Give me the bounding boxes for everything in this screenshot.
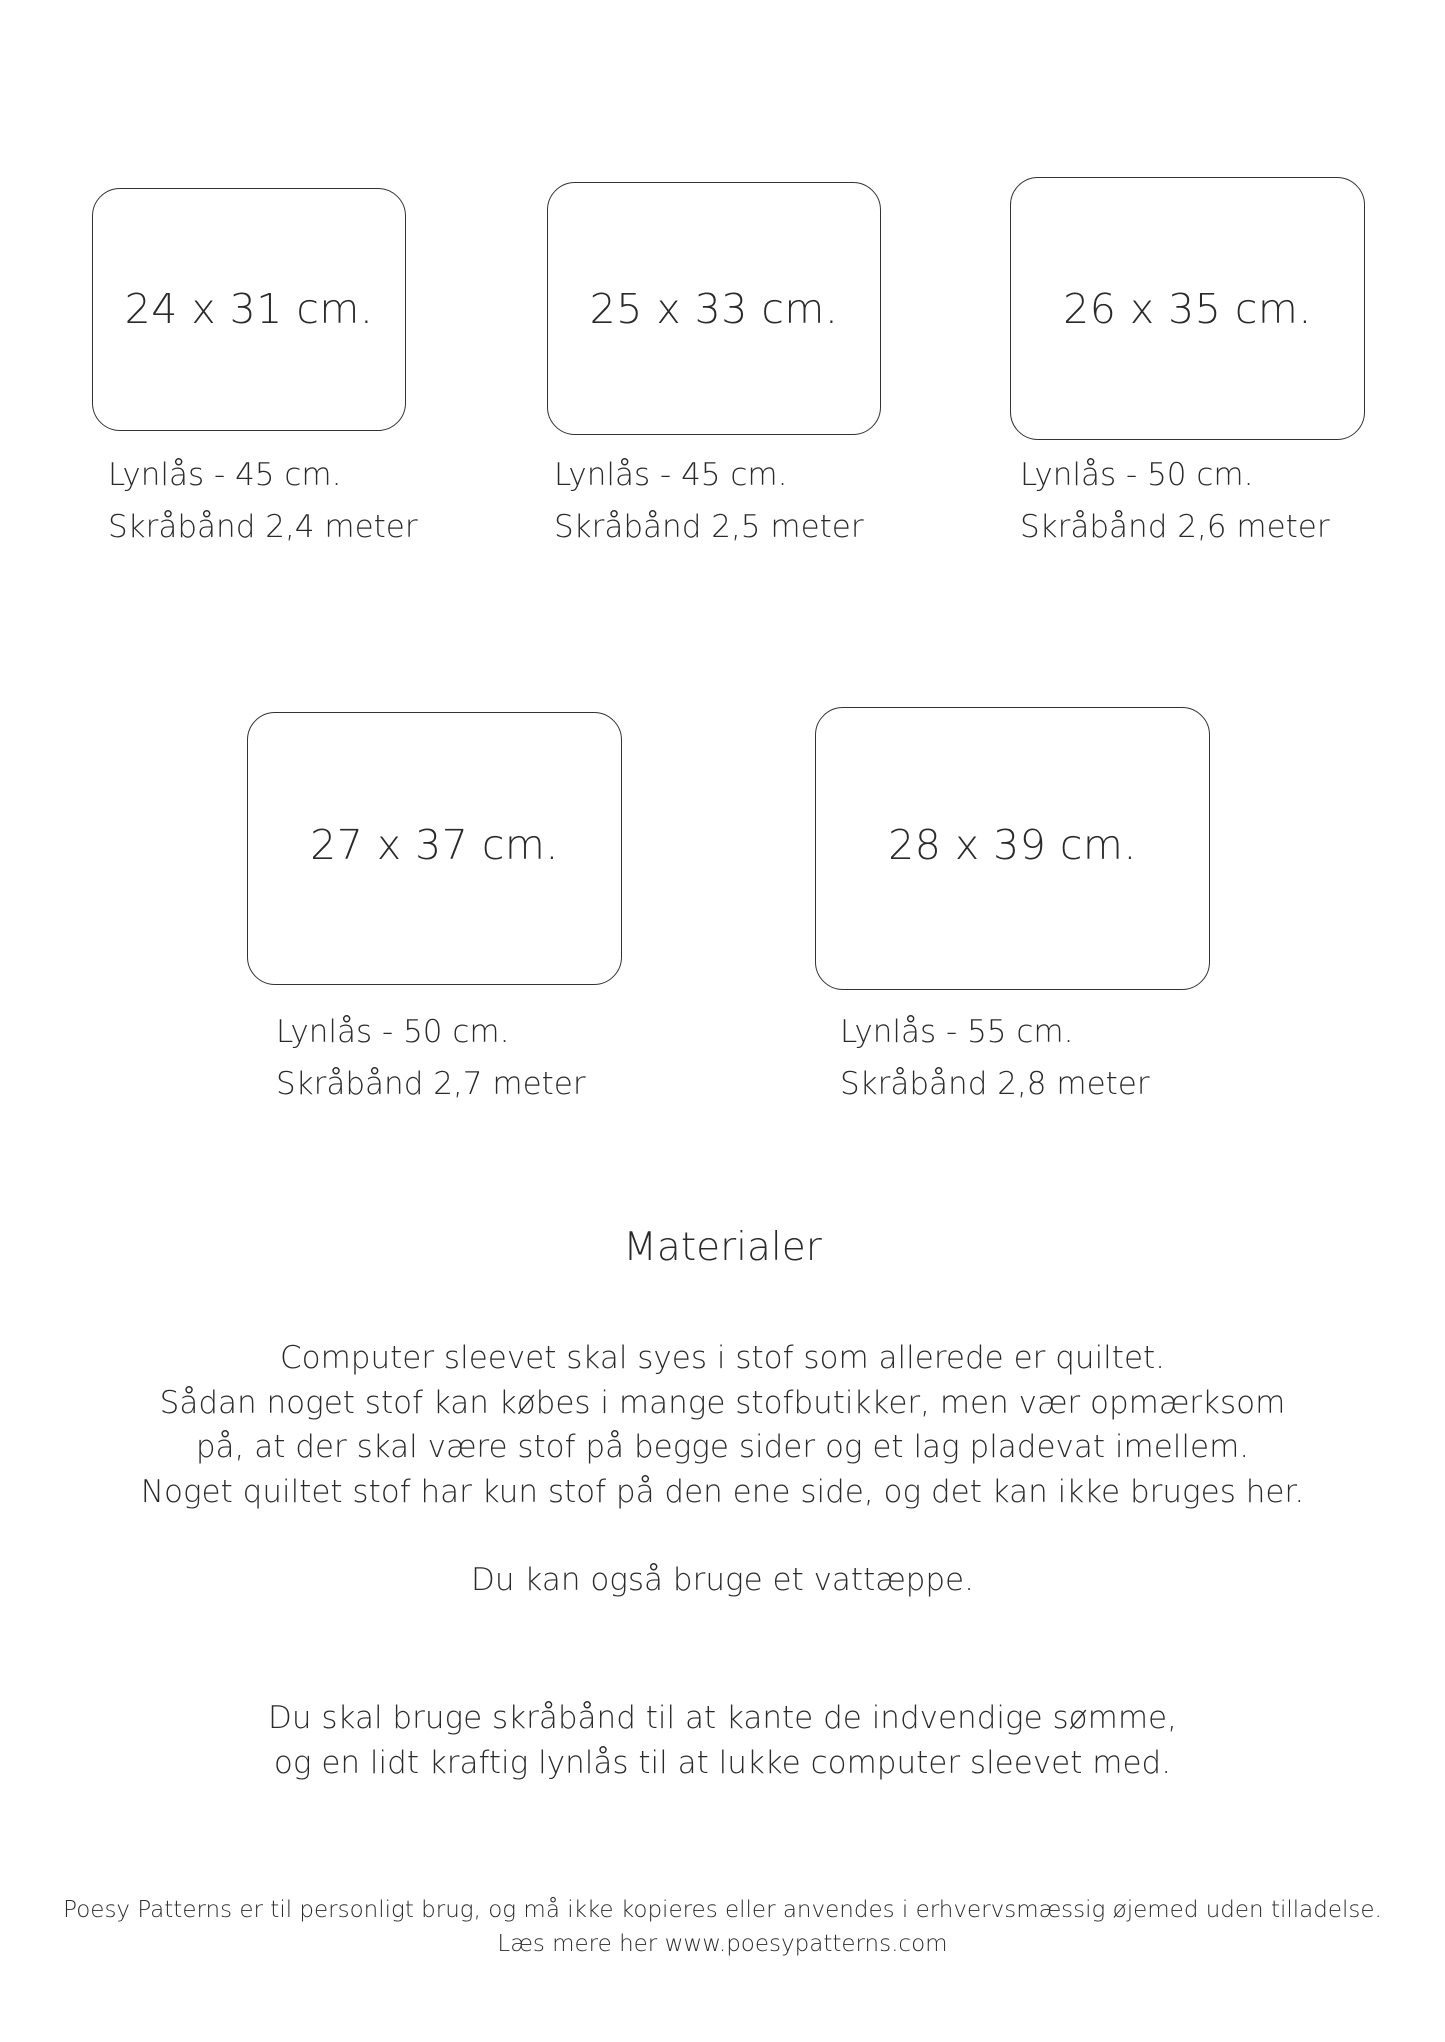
bias-tape-length: Skråbånd 2,4 meter [108,509,418,545]
zipper-length: Lynlås - 45 cm. [108,457,342,493]
materials-paragraph-2 [0,1558,1445,1603]
materials-heading: Materialer [623,1225,822,1270]
paragraph-line: og en lidt kraftig lynlås til at lukke computer sleevet med. [273,1744,1172,1781]
zipper-length: Lynlås - 55 cm. [840,1014,1074,1050]
size-dimension-label: 24 x 31 cm. [124,285,374,333]
paragraph-line: på, at der skal være stof på begge sider og et lag pladevat imellem. [195,1429,1250,1465]
materials-paragraph-1 [0,1336,1445,1514]
size-box-24x31 [92,188,406,431]
size-dimension-label: 28 x 39 cm. [888,821,1137,869]
paragraph-line: Sådan noget stof kan købes i mange stofbutikker, men vær opmærksom [159,1384,1286,1421]
size-notes [108,449,418,553]
paragraph-line: Noget quiltet stof har kun stof på den ene side, og det kan ikke bruges her. [140,1473,1305,1510]
zipper-length: Lynlås - 50 cm. [276,1014,510,1050]
bias-tape-length: Skråbånd 2,8 meter [840,1066,1150,1102]
materials-paragraph-3 [0,1696,1445,1785]
size-dimension-label: 25 x 33 cm. [589,285,839,333]
size-dimension-label: 27 x 37 cm. [310,821,559,869]
bias-tape-length: Skråbånd 2,6 meter [1020,509,1330,545]
paragraph-line: Du skal bruge skråbånd til at kante de indvendige sømme, [268,1700,1177,1736]
size-dimension-label: 26 x 35 cm. [1063,285,1312,333]
size-notes [840,1006,1150,1110]
zipper-length: Lynlås - 45 cm. [554,457,788,493]
zipper-length: Lynlås - 50 cm. [1020,457,1254,493]
bias-tape-length: Skråbånd 2,5 meter [554,509,864,545]
paragraph-line: Du kan også bruge et vattæppe. [471,1562,974,1598]
bias-tape-length: Skråbånd 2,7 meter [276,1066,586,1102]
size-box-27x37 [247,712,622,985]
footer [0,1893,1445,1961]
size-box-25x33 [547,182,881,435]
footer-copyright: Poesy Patterns er til personligt brug, og må ikke kopieres eller anvendes i erhvervsmæssig øjemed uden tilladelse. [63,1897,1382,1923]
size-notes [276,1006,586,1110]
size-notes [1020,449,1330,553]
size-notes [554,449,864,553]
paragraph-line: Computer sleevet skal syes i stof som allerede er quiltet. [279,1340,1166,1376]
footer-website[interactable]: Læs mere her www.poesypatterns.com [497,1931,948,1957]
size-box-26x35 [1010,177,1365,440]
size-box-28x39 [815,707,1210,990]
